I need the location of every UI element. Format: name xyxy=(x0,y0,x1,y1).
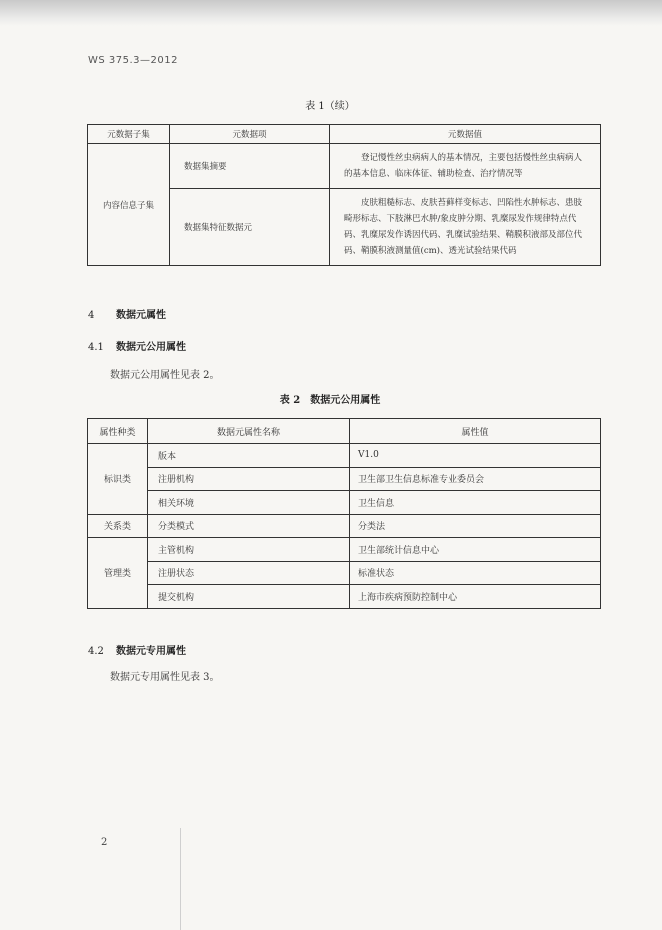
table2-header-row xyxy=(88,419,601,444)
table2-name-cell: 注册状态 xyxy=(148,561,350,585)
section-4-2-text: 数据元专用属性见表 3。 xyxy=(110,672,220,683)
table1-subset-cell: 内容信息子集 xyxy=(88,144,170,266)
table2-value-cell: 卫生信息 xyxy=(350,491,601,515)
section-number: 4 xyxy=(88,310,95,321)
section-4-heading xyxy=(88,306,166,321)
table-row xyxy=(88,444,601,468)
scan-shadow xyxy=(0,0,662,26)
table2-col-name: 数据元属性名称 xyxy=(148,419,350,444)
table-row xyxy=(88,467,601,491)
table-row xyxy=(88,514,601,538)
section-number: 4.1 xyxy=(88,342,104,353)
table2 xyxy=(87,418,601,609)
table1-value-cell: 登记慢性丝虫病病人的基本情况，主要包括慢性丝虫病病人的基本信息、临床体征、辅助检查、治疗情况等 xyxy=(330,144,601,189)
table-row xyxy=(88,585,601,609)
table2-value-cell: 上海市疾病预防控制中心 xyxy=(350,585,601,609)
section-4-2-heading xyxy=(88,642,186,657)
table2-name-cell: 版本 xyxy=(148,444,350,468)
section-title: 数据元专用属性 xyxy=(116,646,186,657)
table1-col-value: 元数据值 xyxy=(330,125,601,144)
table1 xyxy=(87,124,601,266)
table2-value-cell: 卫生部卫生信息标准专业委员会 xyxy=(350,467,601,491)
table-row xyxy=(88,144,601,189)
table2-category-cell: 标识类 xyxy=(88,444,148,515)
table2-category-cell: 管理类 xyxy=(88,538,148,609)
table1-col-subset: 元数据子集 xyxy=(88,125,170,144)
page-number: 2 xyxy=(101,837,108,848)
binding-margin-line xyxy=(180,828,181,930)
table2-value-cell: 标准状态 xyxy=(350,561,601,585)
section-title: 数据元公用属性 xyxy=(116,342,186,353)
table2-caption: 表 2 数据元公用属性 xyxy=(279,395,381,406)
table1-item-cell: 数据集摘要 xyxy=(170,144,330,189)
table2-value-cell: 卫生部统计信息中心 xyxy=(350,538,601,562)
table2-name-cell: 相关环境 xyxy=(148,491,350,515)
table-row xyxy=(88,538,601,562)
table2-category-cell: 关系类 xyxy=(88,514,148,538)
section-title: 数据元属性 xyxy=(116,310,166,321)
table1-item-cell: 数据集特征数据元 xyxy=(170,189,330,266)
table-row xyxy=(88,491,601,515)
table2-col-category: 属性种类 xyxy=(88,419,148,444)
section-number: 4.2 xyxy=(88,646,104,657)
table1-col-item: 元数据项 xyxy=(170,125,330,144)
section-4-1-text: 数据元公用属性见表 2。 xyxy=(110,370,220,381)
document-id: WS 375.3—2012 xyxy=(88,55,178,66)
table1-header-row xyxy=(88,125,601,144)
table2-name-cell: 提交机构 xyxy=(148,585,350,609)
table2-value-cell: V1.0 xyxy=(350,444,601,468)
table1-caption: 表 1（续） xyxy=(305,101,355,112)
table2-name-cell: 主管机构 xyxy=(148,538,350,562)
table2-value-cell: 分类法 xyxy=(350,514,601,538)
table-row xyxy=(88,561,601,585)
table2-col-value: 属性值 xyxy=(350,419,601,444)
table2-name-cell: 注册机构 xyxy=(148,467,350,491)
table2-name-cell: 分类模式 xyxy=(148,514,350,538)
section-4-1-heading xyxy=(88,338,186,353)
table1-value-cell: 皮肤粗糙标志、皮肤苔藓样变标志、凹陷性水肿标志、患肢畸形标志、下肢淋巴水肿/象皮肿分期、乳糜尿发作规律特点代码、乳糜尿发作诱因代码、乳糜试验结果、鞘膜积液部及部位代码、鞘膜积液测量值(cm)、透光试验结果代码 xyxy=(330,189,601,266)
